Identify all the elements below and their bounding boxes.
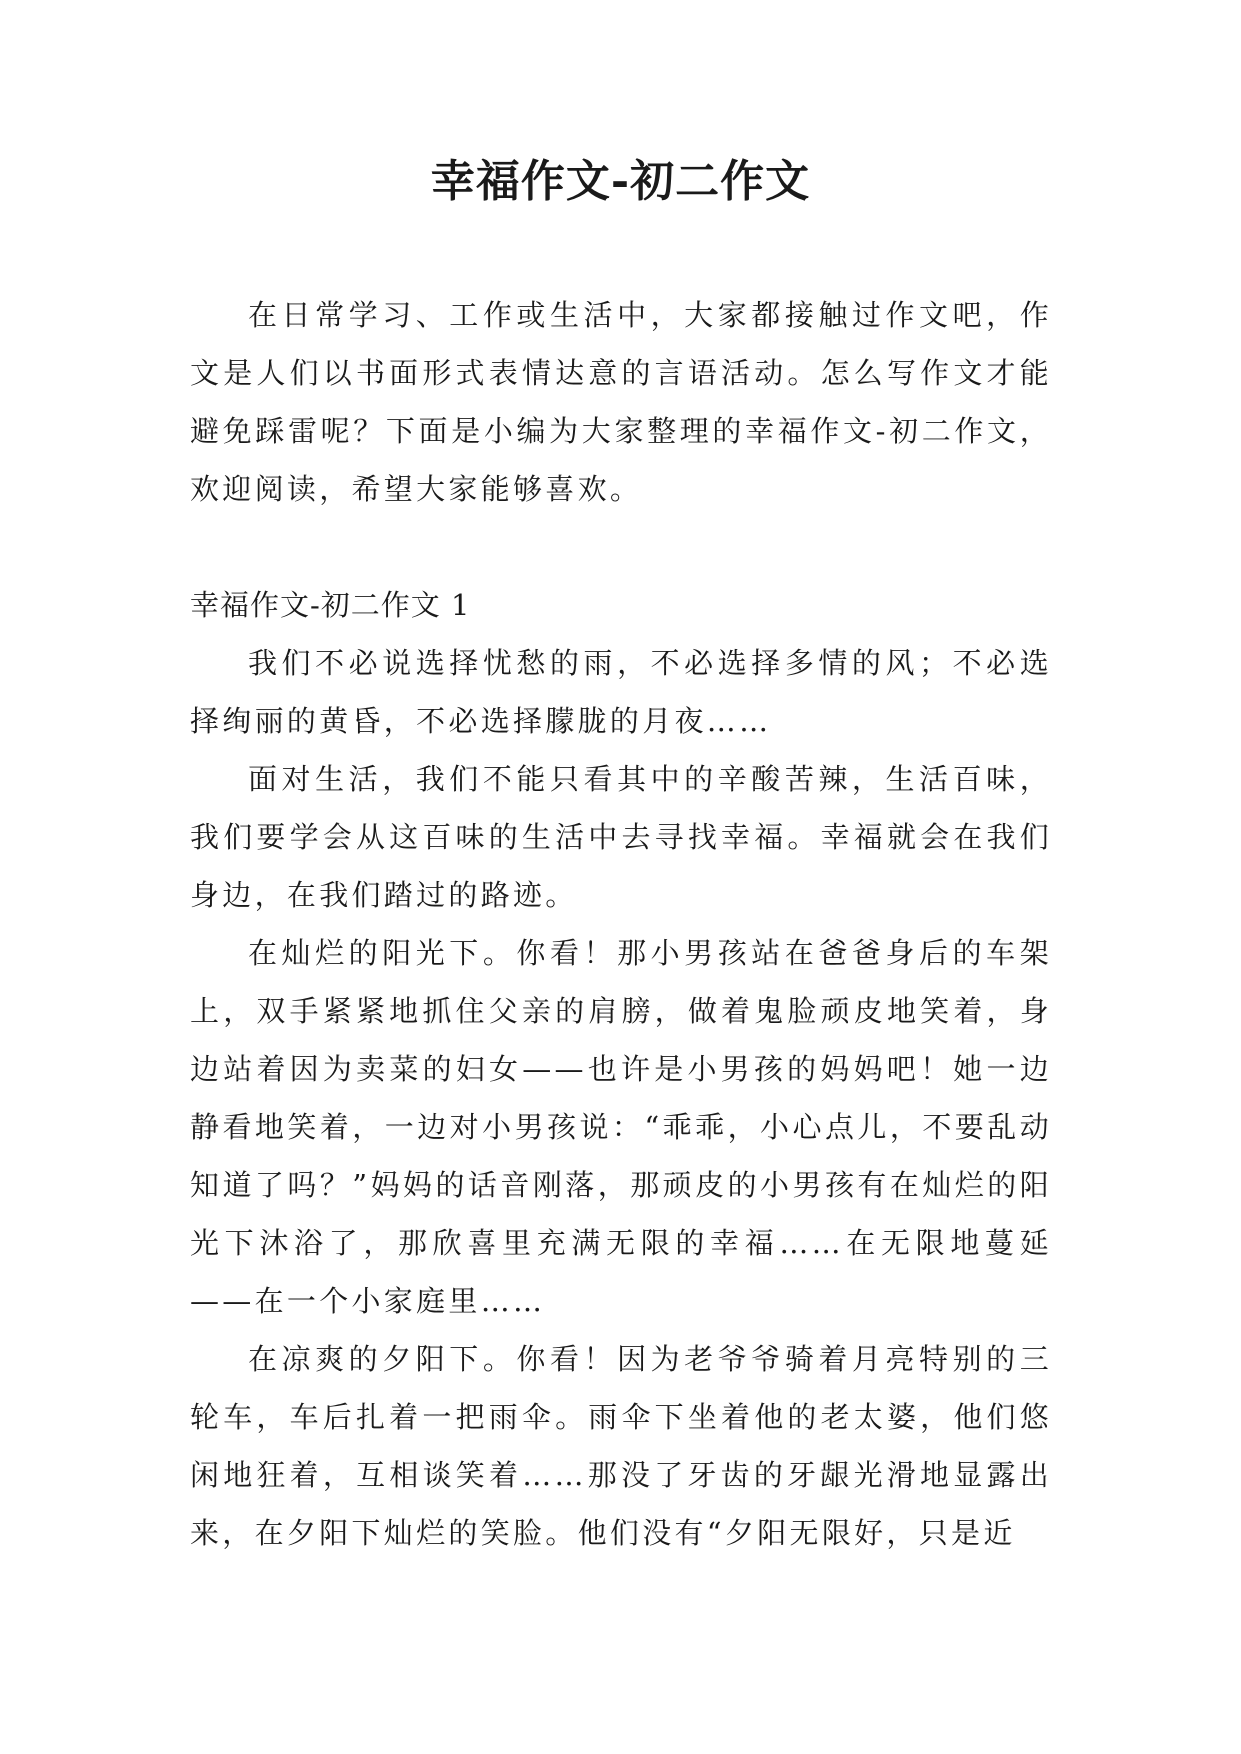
essay-body bbox=[190, 634, 1052, 1562]
intro-paragraph: 在日常学习、工作或生活中，大家都接触过作文吧，作文是人们以书面形式表情达意的言语活动。怎么写作文才能避免踩雷呢？下面是小编为大家整理的幸福作文-初二作文，欢迎阅读，希望大家能够喜欢。 bbox=[190, 298, 1052, 506]
essay-paragraph: 在凉爽的夕阳下。你看！因为老爷爷骑着月亮特别的三轮车，车后扎着一把雨伞。雨伞下坐着他的老太婆，他们悠闲地狂着，互相谈笑着……那没了牙齿的牙龈光滑地显露出来，在夕阳下灿烂的笑脸。他们没有“夕阳无限好，只是近 bbox=[190, 1342, 1052, 1550]
intro-block bbox=[190, 286, 1052, 518]
document-title: 幸福作文-初二作文 bbox=[430, 156, 811, 207]
section-heading: 幸福作文-初二作文 1 bbox=[190, 588, 471, 622]
essay-paragraph: 面对生活，我们不能只看其中的辛酸苦辣，生活百味，我们要学会从这百味的生活中去寻找幸福。幸福就会在我们身边，在我们踏过的路迹。 bbox=[190, 762, 1052, 912]
essay-paragraph: 我们不必说选择忧愁的雨，不必选择多情的风；不必选择绚丽的黄昏，不必选择朦胧的月夜…… bbox=[190, 646, 1052, 738]
essay-paragraph: 在灿烂的阳光下。你看！那小男孩站在爸爸身后的车架上，双手紧紧地抓住父亲的肩膀，做着鬼脸顽皮地笑着，身边站着因为卖菜的妇女——也许是小男孩的妈妈吧！她一边静看地笑着，一边对小男孩说：“乖乖，小心点儿，不要乱动知道了吗？”妈妈的话音刚落，那顽皮的小男孩有在灿烂的阳光下沐浴了，那欣喜里充满无限的幸福……在无限地蔓延——在一个小家庭里…… bbox=[190, 936, 1052, 1318]
